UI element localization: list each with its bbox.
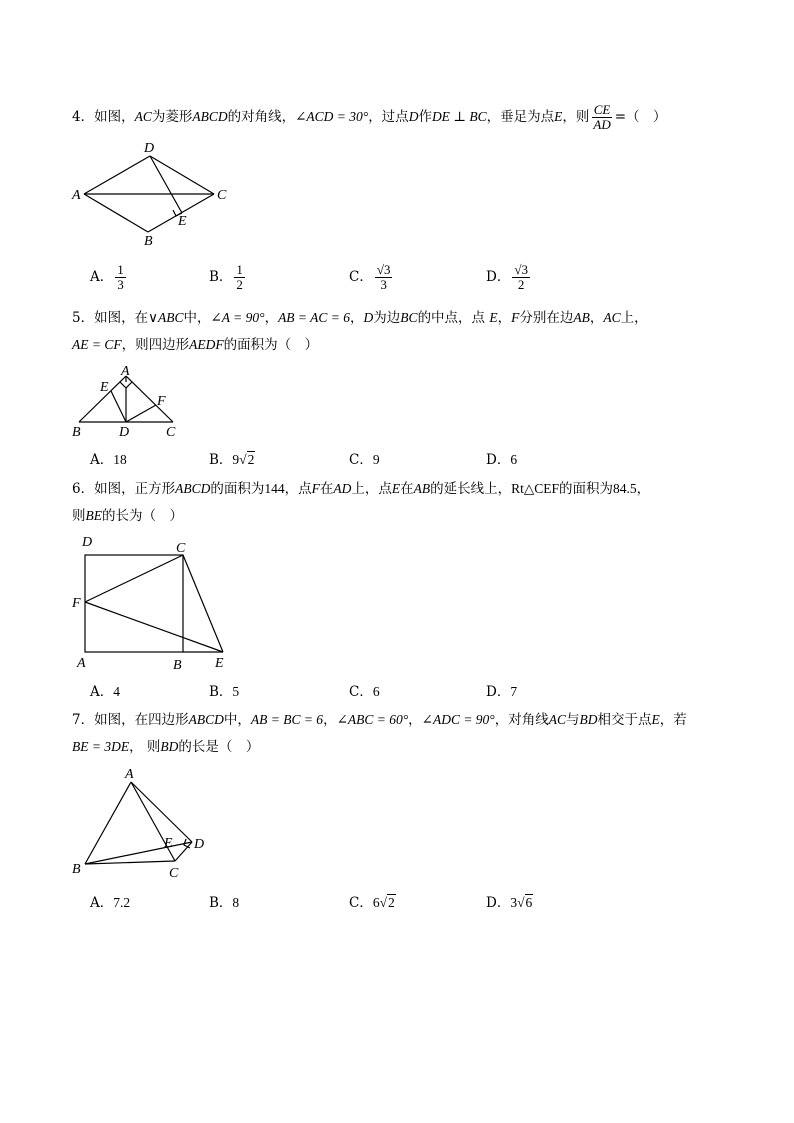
option-denominator: 3: [380, 277, 387, 292]
q5-label-a: A: [121, 364, 130, 379]
option-value: 6: [510, 452, 518, 467]
q4-fraction-numerator: CE: [593, 102, 611, 117]
q5-label-b: B: [72, 425, 81, 440]
q6-figure-square: [66, 532, 241, 674]
q5-text: ，: [497, 310, 512, 326]
q6-stem-line1: [72, 480, 650, 498]
q4-stem: [72, 103, 667, 132]
q4-label-c: C: [217, 188, 227, 203]
q4-label-e: E: [178, 214, 187, 229]
option-radicand: 6: [525, 895, 533, 910]
q4-math: D: [408, 109, 419, 124]
option-denominator: 3: [117, 277, 124, 292]
q6-option-b: [209, 683, 239, 701]
q5-text: ，: [264, 310, 279, 326]
q6-text: ，点: [284, 481, 312, 497]
q7-math: ABCD: [188, 712, 224, 727]
q6-math: Rt△CEF: [511, 481, 559, 496]
q5-text: ，则四边形: [121, 337, 190, 353]
q5-math: ∠A = 90°: [210, 310, 265, 325]
q6-text: 的长为（ ）: [102, 508, 183, 524]
q5-math: AC: [603, 310, 621, 325]
q6-math: AB: [413, 481, 431, 496]
q6-label-f: F: [72, 596, 81, 611]
q6-text: 6．如图，正方形: [72, 481, 176, 497]
q6-text: ，: [636, 481, 651, 497]
option-radicand: 2: [388, 895, 395, 910]
q4-label-d: D: [144, 141, 155, 156]
q4-text: ，过点: [368, 109, 409, 125]
q7-stem-line2: [72, 738, 259, 756]
q5-math: BC: [400, 310, 418, 325]
option-value: 9: [372, 452, 380, 467]
q6-option-c: [349, 683, 380, 701]
option-numerator: √3: [376, 262, 391, 277]
q4-math: E: [554, 109, 563, 124]
q7-math: BD: [160, 739, 179, 754]
q7-text: ，: [408, 712, 422, 728]
q4-label-a: A: [72, 188, 81, 203]
option-value: 6: [372, 684, 380, 699]
q6-label-e: E: [215, 656, 224, 671]
q4-text: 4．如图，: [72, 109, 135, 125]
q7-text: 与: [565, 712, 580, 728]
q5-text: 分别在边: [519, 310, 574, 326]
option-letter: B．: [209, 684, 233, 700]
q4-text: ，则: [562, 109, 590, 125]
q5-label-f: F: [157, 394, 166, 409]
option-denominator: 2: [236, 277, 243, 292]
q7-option-d: D．3√6: [486, 895, 533, 911]
q7-text: 的长是（ ）: [178, 739, 260, 755]
q5-math: AEDF: [189, 337, 224, 352]
q4-text: 作: [418, 109, 432, 125]
q7-math: E: [651, 712, 660, 727]
option-letter: B．: [209, 452, 233, 468]
q4-fraction-denominator: AD: [593, 117, 611, 132]
q5-label-d: D: [119, 425, 130, 440]
option-value: 8: [232, 895, 240, 910]
q5-text: ，: [589, 310, 604, 326]
q4-fraction: [591, 103, 612, 132]
q7-math: BE = 3DE: [72, 739, 130, 754]
q4-math: ∠ACD = 30°: [295, 109, 369, 124]
q7-stem-line1: [72, 711, 687, 729]
q5-option-c: [349, 451, 380, 469]
q4-math: DE ⊥ BC: [431, 109, 487, 124]
q4-text: =（ ）: [614, 109, 667, 125]
q6-math: BE: [85, 508, 102, 523]
q4-math: AC: [134, 109, 152, 124]
q6-label-d: D: [82, 535, 93, 550]
option-numerator: 1: [117, 262, 124, 277]
q7-math: ∠ADC = 90°: [421, 712, 495, 727]
option-value: 7.2: [113, 895, 131, 910]
q4-math: ABCD: [192, 109, 228, 124]
q6-math: 84.5: [613, 481, 637, 496]
option-value: 18: [113, 452, 127, 467]
q6-text: 的面积为: [559, 481, 613, 497]
q4-text: ，垂足为点: [486, 109, 555, 125]
q5-text: 为边: [373, 310, 401, 326]
q7-text: 中，: [223, 712, 251, 728]
option-letter: D．: [486, 269, 511, 285]
q6-option-d: [486, 683, 517, 701]
q6-math: E: [391, 481, 401, 496]
q5-option-d: [486, 451, 517, 469]
option-letter: D．: [486, 684, 511, 700]
q4-text: 为菱形: [151, 109, 193, 125]
option-numerator: 1: [236, 262, 243, 277]
q5-text: 5．如图，在: [72, 310, 149, 326]
q6-option-a: [90, 683, 120, 701]
q7-option-a: [90, 894, 130, 912]
q6-text: 在: [319, 481, 334, 497]
option-coefficient: 6: [372, 895, 380, 910]
q7-label-c: C: [169, 866, 179, 881]
option-denominator: 2: [517, 277, 525, 292]
q5-label-e: E: [100, 380, 109, 395]
q5-text: 的中点，点: [417, 310, 490, 326]
q4-text: 的对角线，: [227, 109, 296, 125]
q4-label-b: B: [144, 234, 153, 249]
q4-option-c: [349, 263, 394, 292]
option-letter: D．: [486, 452, 511, 468]
q7-text: ，: [323, 712, 337, 728]
q6-label-a: A: [77, 656, 86, 671]
q7-label-b: B: [72, 862, 81, 877]
option-letter: A．: [90, 452, 114, 468]
q5-math: AE = CF: [72, 337, 122, 352]
option-value: 5: [232, 684, 240, 699]
q7-math: AC: [548, 712, 566, 727]
option-coefficient: 9: [232, 452, 240, 467]
q5-option-a: [90, 451, 127, 469]
q7-text: ， 则: [129, 739, 161, 755]
q6-math: 144: [264, 481, 285, 496]
option-letter: C．: [349, 684, 373, 700]
q7-label-a: A: [125, 767, 134, 782]
q6-label-c: C: [176, 541, 186, 556]
q5-math: F: [511, 310, 520, 325]
q7-option-c: C．6√2: [349, 895, 395, 911]
q6-label-b: B: [173, 658, 182, 673]
q6-text: 则: [72, 508, 86, 524]
q6-math: F: [311, 481, 320, 496]
q5-text: 的面积为（ ）: [223, 337, 319, 353]
q6-text: 上，点: [351, 481, 392, 497]
q7-math: ∠ABC = 60°: [336, 712, 409, 727]
q5-stem-line1: [72, 309, 648, 327]
option-letter: C．: [349, 895, 373, 911]
q7-label-d: D: [194, 837, 205, 852]
option-letter: C．: [349, 452, 373, 468]
q6-text: 在: [400, 481, 414, 497]
q5-math: D: [363, 310, 374, 325]
option-coefficient: 3: [510, 895, 518, 910]
q5-math: AB = AC = 6: [278, 310, 351, 325]
q6-text: 的延长线上，: [430, 481, 512, 497]
q5-text: 上，: [620, 310, 648, 326]
q7-option-b: [209, 894, 239, 912]
q7-text: 7．如图，在四边形: [72, 712, 189, 728]
option-letter: D．: [486, 895, 511, 911]
q5-math: AB: [573, 310, 590, 325]
option-value: 4: [113, 684, 120, 699]
option-letter: C．: [349, 269, 373, 285]
q5-stem-line2: [72, 336, 318, 354]
q4-figure-rhombus: [66, 138, 246, 250]
q5-math: ∨ABC: [148, 310, 184, 325]
option-letter: A．: [90, 269, 114, 285]
option-radicand: 2: [247, 452, 255, 467]
q6-text: 的面积为: [210, 481, 265, 497]
q4-option-a: [90, 263, 128, 292]
q5-label-c: C: [166, 425, 176, 440]
q7-text: ，若: [659, 712, 687, 728]
option-numerator: √3: [514, 262, 528, 277]
q5-text: 中，: [183, 310, 211, 326]
q5-figure-triangle: [66, 362, 196, 442]
q5-option-b: B．9√2: [209, 452, 255, 468]
q5-math: E: [489, 310, 498, 325]
option-value: 7: [510, 684, 518, 699]
q6-math: ABCD: [175, 481, 211, 496]
option-letter: B．: [209, 895, 233, 911]
q6-stem-line2: [72, 507, 183, 525]
q7-label-e: E: [164, 836, 173, 851]
q7-figure-quadrilateral: [66, 762, 226, 882]
q7-text: 相交于点: [597, 712, 652, 728]
q7-math: AB = BC = 6: [250, 712, 324, 727]
option-letter: B．: [209, 269, 233, 285]
q7-math: BD: [579, 712, 598, 727]
q6-math: AD: [333, 481, 352, 496]
q4-option-d: [486, 263, 532, 292]
q7-text: ，对角线: [494, 712, 549, 728]
option-letter: A．: [90, 684, 114, 700]
q5-text: ，: [350, 310, 364, 326]
q4-option-b: [209, 263, 247, 292]
option-letter: A．: [90, 895, 114, 911]
